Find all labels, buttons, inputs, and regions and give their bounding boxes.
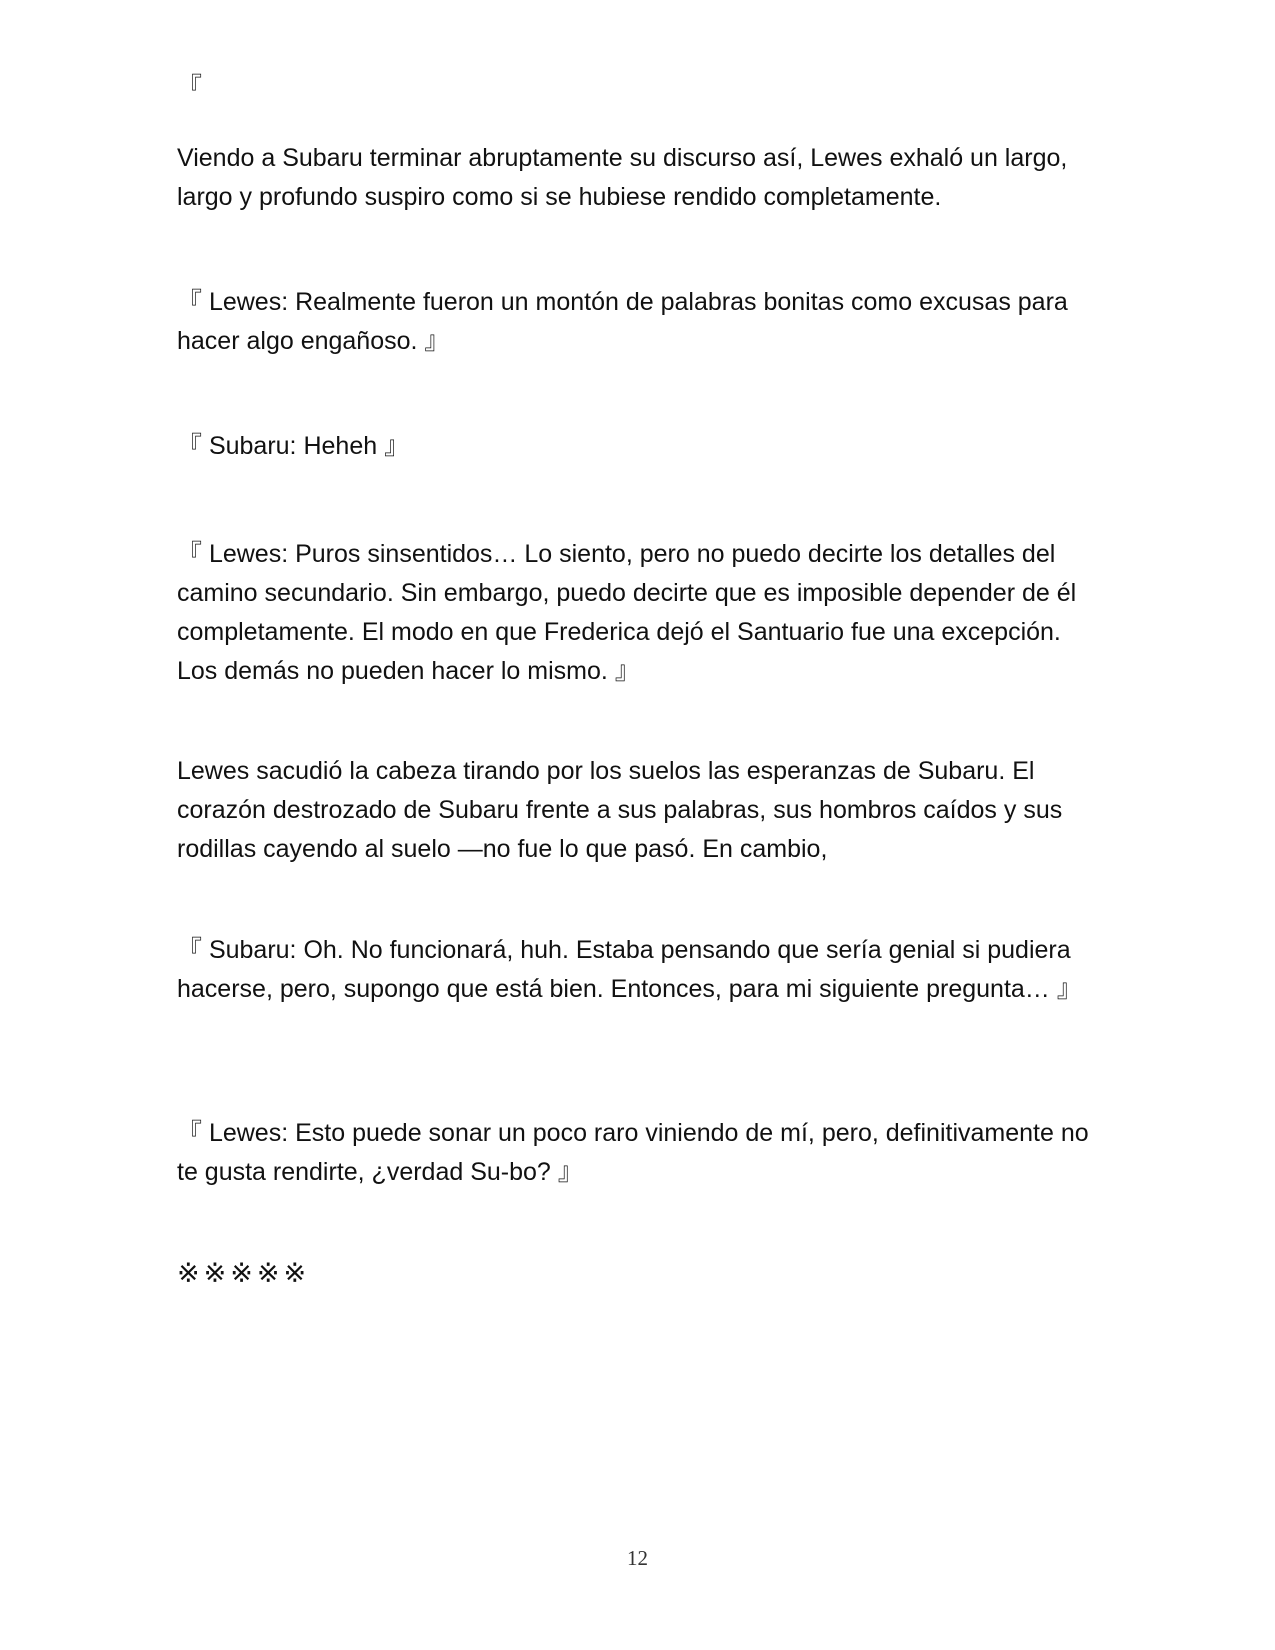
scene-separator: ※※※※※: [177, 1258, 311, 1289]
paragraph-dialogue-subaru-2: 『 Subaru: Oh. No funcionará, huh. Estaba pensando que sería genial si pudiera hacerse, pero, supongo que está bien. Entonces, para mi siguiente pregunta… 』: [177, 936, 1082, 1003]
paragraph-opening-bracket: 『: [177, 73, 203, 101]
paragraph-narration-1: Viendo a Subaru terminar abruptamente su discurso así, Lewes exhaló un largo, largo y profundo suspiro como si se hubiese rendido completamente.: [177, 144, 1068, 211]
paragraph-dialogue-lewes-2: 『 Lewes: Puros sinsentidos… Lo siento, pero no puedo decirte los detalles del camino secundario. Sin embargo, puedo decirte que es imposible depender de él completamente. El modo en que Frederica dejó el Santuario fue una excepción. Los demás no pueden hacer lo mismo. 』: [177, 540, 1077, 685]
paragraph-narration-2: Lewes sacudió la cabeza tirando por los suelos las esperanzas de Subaru. El corazón destrozado de Subaru frente a sus palabras, sus hombros caídos y sus rodillas cayendo al suelo —no fue lo que pasó. En cambio,: [177, 757, 1063, 863]
paragraph-dialogue-subaru-1: 『 Subaru: Heheh 』: [177, 432, 410, 460]
paragraph-dialogue-lewes-3: 『 Lewes: Esto puede sonar un poco raro viniendo de mí, pero, definitivamente no te gusta rendirte, ¿verdad Su-bo? 』: [177, 1119, 1089, 1186]
paragraph-dialogue-lewes-1: 『 Lewes: Realmente fueron un montón de palabras bonitas como excusas para hacer algo engañoso. 』: [177, 288, 1068, 355]
page-number: 12: [627, 1546, 648, 1570]
